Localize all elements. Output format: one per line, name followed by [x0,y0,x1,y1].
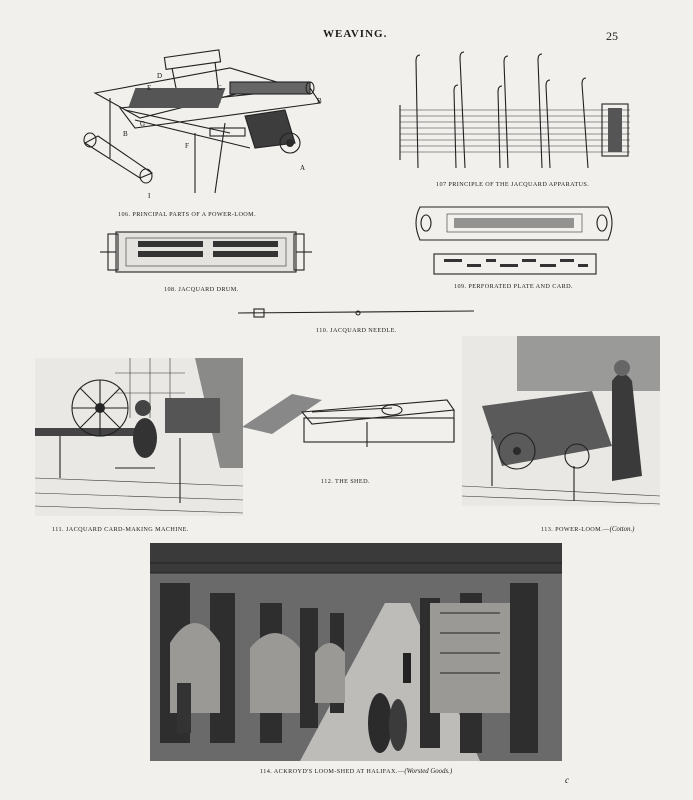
card-making-machine-illustration [35,358,243,516]
label-c: C [217,84,222,92]
reed-hatching [128,88,225,108]
label-e: E [147,84,152,92]
jacquard-drum-illustration [98,226,313,281]
figure-110-jacquard-needle [238,306,478,320]
label-b: B [317,97,322,105]
caption-114 [260,768,452,775]
figure-111-card-making-machine [35,358,243,516]
label-g: G [140,120,146,128]
label-f: F [185,142,189,150]
figure-109-plate-and-card [412,202,617,277]
caption-108: 108. JACQUARD DRUM. [164,286,239,293]
running-head: WEAVING. [323,28,388,40]
shed-illustration [242,392,457,452]
caption-113-text: 113. POWER-LOOM.— [541,526,610,533]
jacquard-needle-illustration [238,306,478,320]
figure-114-loom-shed [150,543,562,761]
figure-108-jacquard-drum [98,226,313,281]
footer-mark: c [565,775,569,785]
jacquard-principle-illustration [390,50,640,175]
plate-and-card-illustration [412,202,617,277]
label-b2: B [123,130,128,138]
caption-114-italic: (Worsted Goods.) [404,768,453,775]
caption-107: 107 PRINCIPLE OF THE JACQUARD APPARATUS. [436,181,590,188]
loom-shed-illustration [150,543,562,761]
caption-113 [541,526,634,533]
figure-106-power-loom [80,48,320,208]
label-d: D [157,72,163,80]
figure-113-power-loom-cotton [462,336,660,506]
caption-111: 111. JACQUARD CARD-MAKING MACHINE. [52,526,189,533]
caption-113-italic: (Cotton.) [609,526,635,533]
figure-112-the-shed [242,392,457,452]
label-a: A [300,164,306,172]
caption-110: 110. JACQUARD NEEDLE. [316,327,397,334]
power-loom-cotton-illustration [462,336,660,506]
caption-112: 112. THE SHED. [321,478,370,485]
figure-107-jacquard-principle [390,50,640,175]
page-number: 25 [606,29,618,43]
power-loom-illustration [80,48,320,208]
caption-109: 109. PERFORATED PLATE AND CARD. [454,283,573,290]
caption-114-text: 114. ACKROYD'S LOOM-SHED AT HALIFAX.— [260,768,405,775]
label-i: I [148,192,151,200]
caption-106: 106. PRINCIPAL PARTS OF A POWER-LOOM. [118,211,257,218]
